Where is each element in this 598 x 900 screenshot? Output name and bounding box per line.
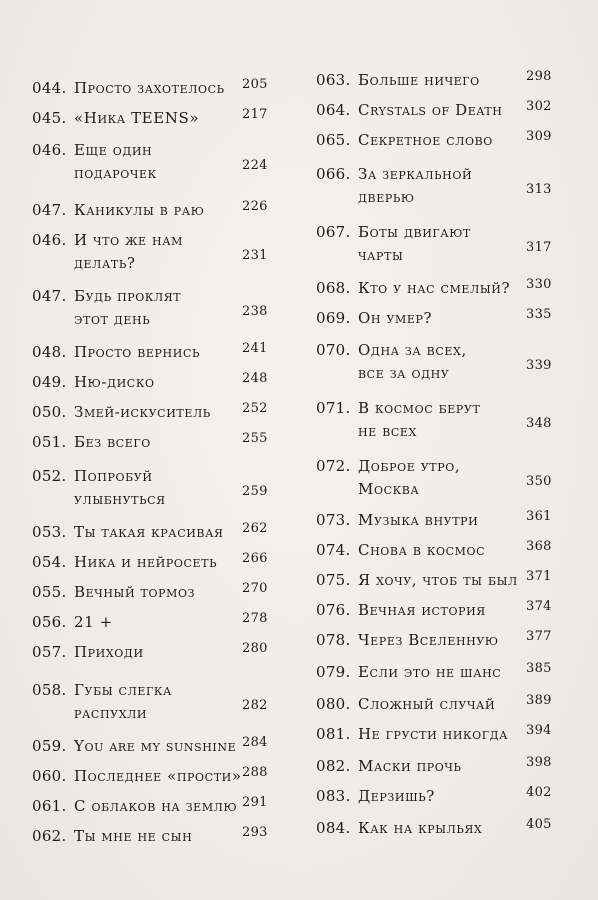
chapter-title: Ты мне не сын — [74, 827, 193, 845]
page-number: 238 — [242, 304, 268, 319]
chapter-number: 082. — [316, 757, 351, 775]
chapter-title: Кто у нас смелый? — [358, 279, 511, 297]
page-number: 313 — [526, 182, 552, 197]
chapter-title-line-2: подарочек — [74, 164, 157, 182]
page-number: 405 — [526, 817, 552, 832]
chapter-title: Доброе утро, — [358, 457, 461, 475]
chapter-number: 051. — [32, 433, 67, 451]
page-number: 385 — [526, 661, 552, 676]
chapter-number: 057. — [32, 643, 67, 661]
chapter-title: Музыка внутри — [358, 511, 479, 529]
page-number: 248 — [242, 371, 268, 386]
chapter-number: 050. — [32, 403, 67, 421]
chapter-title: Он умер? — [358, 309, 433, 327]
chapter-title: Последнее «прости» — [74, 767, 242, 785]
page-number: 335 — [526, 307, 552, 322]
page-number: 402 — [526, 785, 552, 800]
chapter-title: В космос берут — [358, 399, 481, 417]
page-number: 241 — [242, 341, 268, 356]
chapter-number: 081. — [316, 725, 351, 743]
page-number: 224 — [242, 158, 268, 173]
chapter-number: 071. — [316, 399, 351, 417]
chapter-number: 052. — [32, 467, 67, 485]
chapter-title: Боты двигают — [358, 223, 471, 241]
chapter-title: Вечный тормоз — [74, 583, 196, 601]
page-number: 231 — [242, 248, 268, 263]
page-number: 317 — [526, 240, 552, 255]
chapter-number: 063. — [316, 71, 351, 89]
chapter-number: 058. — [32, 681, 67, 699]
chapter-title: Змей-искуситель — [74, 403, 211, 421]
chapter-title: Секретное слово — [358, 131, 493, 149]
chapter-title: Вечная история — [358, 601, 486, 619]
chapter-number: 046. — [32, 231, 67, 249]
page-number: 309 — [526, 129, 552, 144]
page-number: 371 — [526, 569, 552, 584]
page-number: 270 — [242, 581, 268, 596]
chapter-number: 065. — [316, 131, 351, 149]
chapter-number: 070. — [316, 341, 351, 359]
page-number: 348 — [526, 416, 552, 431]
page-number: 339 — [526, 358, 552, 373]
page-number: 377 — [526, 629, 552, 644]
chapter-number: 069. — [316, 309, 351, 327]
chapter-title-line-2: дверью — [358, 188, 415, 206]
chapter-number: 073. — [316, 511, 351, 529]
chapter-title: Будь проклят — [74, 287, 182, 305]
chapter-title-line-2: распухли — [74, 704, 148, 722]
chapter-title: Не грусти никогда — [358, 725, 509, 743]
page-number: 259 — [242, 484, 268, 499]
chapter-number: 047. — [32, 287, 67, 305]
chapter-number: 068. — [316, 279, 351, 297]
chapter-number: 080. — [316, 695, 351, 713]
chapter-title: И что же нам — [74, 231, 184, 249]
page-number: 374 — [526, 599, 552, 614]
page-number: 302 — [526, 99, 552, 114]
chapter-number: 044. — [32, 79, 67, 97]
chapter-number: 054. — [32, 553, 67, 571]
chapter-number: 064. — [316, 101, 351, 119]
chapter-number: 084. — [316, 819, 351, 837]
chapter-number: 072. — [316, 457, 351, 475]
chapter-number: 061. — [32, 797, 67, 815]
chapter-title: Сложный случай — [358, 695, 496, 713]
page-number: 280 — [242, 641, 268, 656]
chapter-number: 083. — [316, 787, 351, 805]
chapter-number: 067. — [316, 223, 351, 241]
page-number: 266 — [242, 551, 268, 566]
chapter-title: Губы слегка — [74, 681, 172, 699]
page-number: 389 — [526, 693, 552, 708]
chapter-number: 062. — [32, 827, 67, 845]
page-number: 291 — [242, 795, 268, 810]
chapter-number: 078. — [316, 631, 351, 649]
chapter-number: 049. — [32, 373, 67, 391]
chapter-title-line-2: этот день — [74, 310, 151, 328]
chapter-title: Маски прочь — [358, 757, 462, 775]
page-number: 288 — [242, 765, 268, 780]
chapter-title: Ника и нейросеть — [74, 553, 218, 571]
chapter-title: Попробуй — [74, 467, 153, 485]
chapter-title: Одна за всех, — [358, 341, 467, 359]
page-number: 226 — [242, 199, 268, 214]
chapter-number: 045. — [32, 109, 67, 127]
chapter-title-line-2: улыбнуться — [74, 490, 166, 508]
page-number: 217 — [242, 107, 268, 122]
chapter-number: 075. — [316, 571, 351, 589]
chapter-number: 076. — [316, 601, 351, 619]
chapter-title: You are my sunshine — [74, 737, 237, 755]
chapter-number: 059. — [32, 737, 67, 755]
chapter-title-line-2: не всех — [358, 422, 417, 440]
chapter-title-line-2: все за одну — [358, 364, 450, 382]
chapter-number: 046. — [32, 141, 67, 159]
chapter-title: Ты такая красивая — [74, 523, 224, 541]
chapter-title: Через Вселенную — [358, 631, 499, 649]
chapter-title: Дерзишь? — [358, 787, 435, 805]
chapter-title: 21 + — [74, 613, 113, 631]
chapter-title-line-2: чарты — [358, 246, 404, 264]
chapter-title-line-2: Москва — [358, 480, 420, 498]
chapter-title: Если это не шанс — [358, 663, 502, 681]
page-number: 330 — [526, 277, 552, 292]
chapter-title: Просто вернись — [74, 343, 200, 361]
chapter-number: 047. — [32, 201, 67, 219]
chapter-title: Я хочу, чтоб ты был — [358, 571, 518, 589]
chapter-number: 055. — [32, 583, 67, 601]
page-number: 278 — [242, 611, 268, 626]
chapter-title: С облаков на землю — [74, 797, 238, 815]
chapter-number: 060. — [32, 767, 67, 785]
chapter-title-line-2: делать? — [74, 254, 136, 272]
chapter-number: 074. — [316, 541, 351, 559]
chapter-title: Каникулы в раю — [74, 201, 205, 219]
page-number: 350 — [526, 474, 552, 489]
page-number: 361 — [526, 509, 552, 524]
page-number: 255 — [242, 431, 268, 446]
chapter-number: 066. — [316, 165, 351, 183]
chapter-title: Как на крыльях — [358, 819, 483, 837]
chapter-title: «Ника TEENS» — [74, 109, 200, 127]
page-number: 298 — [526, 69, 552, 84]
chapter-number: 056. — [32, 613, 67, 631]
chapter-title: Ню-диско — [74, 373, 155, 391]
page-number: 282 — [242, 698, 268, 713]
chapter-title: За зеркальной — [358, 165, 473, 183]
page-number: 205 — [242, 77, 268, 92]
chapter-title: Снова в космос — [358, 541, 486, 559]
chapter-number: 053. — [32, 523, 67, 541]
chapter-title: Еще один — [74, 141, 153, 159]
chapter-title: Приходи — [74, 643, 144, 661]
page-number: 284 — [242, 735, 268, 750]
chapter-number: 079. — [316, 663, 351, 681]
page-number: 262 — [242, 521, 268, 536]
chapter-title: Просто захотелось — [74, 79, 225, 97]
chapter-title: Без всего — [74, 433, 151, 451]
page-number: 394 — [526, 723, 552, 738]
page-number: 368 — [526, 539, 552, 554]
page-number: 398 — [526, 755, 552, 770]
chapter-title: Crystals of Death — [358, 101, 503, 119]
page-number: 252 — [242, 401, 268, 416]
chapter-number: 048. — [32, 343, 67, 361]
chapter-title: Больше ничего — [358, 71, 480, 89]
page-number: 293 — [242, 825, 268, 840]
